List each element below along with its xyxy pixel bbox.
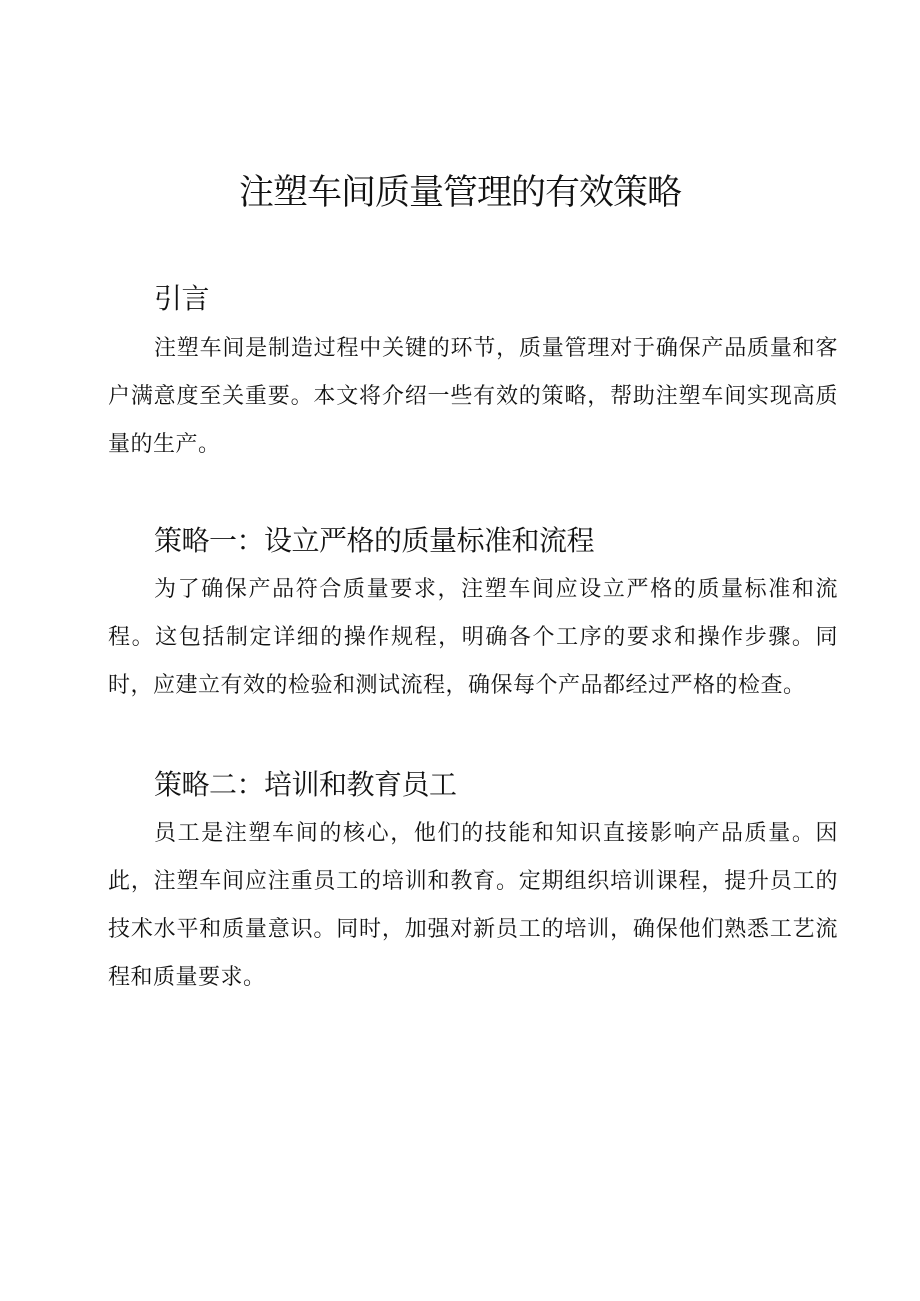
section-heading-strategy-two: 策略二：培训和教育员工 bbox=[154, 768, 457, 801]
document-title: 注塑车间质量管理的有效策略 bbox=[238, 173, 681, 213]
section-paragraph-strategy-one: 为了确保产品符合质量要求，注塑车间应设立严格的质量标准和流程。这包括制定详细的操作规程，明确各个工序的要求和操作步骤。同时，应建立有效的检验和测试流程，确保每个产品都经过严格的检查。 bbox=[108, 577, 838, 698]
section-heading-strategy-one: 策略一：设立严格的质量标准和流程 bbox=[154, 524, 595, 557]
section-paragraph-introduction: 注塑车间是制造过程中关键的环节，质量管理对于确保产品质量和客户满意度至关重要。本文将介绍一些有效的策略，帮助注塑车间实现高质量的生产。 bbox=[108, 336, 838, 457]
section-paragraph-strategy-two: 员工是注塑车间的核心，他们的技能和知识直接影响产品质量。因此，注塑车间应注重员工的培训和教育。定期组织培训课程，提升员工的技术水平和质量意识。同时，加强对新员工的培训，确保他们熟悉工艺流程和质量要求。 bbox=[108, 821, 838, 990]
section-heading-introduction: 引言 bbox=[154, 282, 210, 315]
